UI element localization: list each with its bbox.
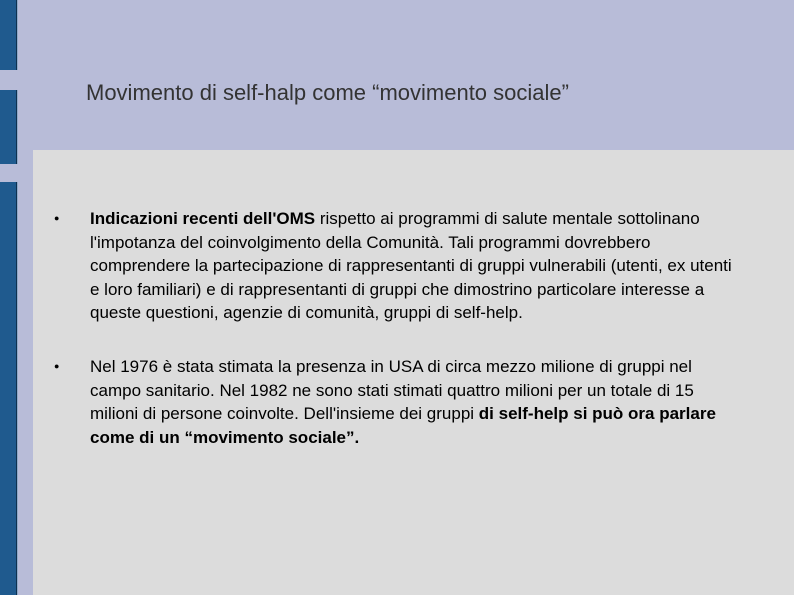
- list-item-bold-text: Indicazioni recenti dell'OMS: [90, 209, 316, 228]
- list-item-body-text: rispetto ai programmi di salute mentale sottolinano l'impotanza del coinvolgimento della Comunità. Tali programmi dovrebbero comprendere la partecipazione di rappresentanti di gruppi vulnerabili (utenti, ex utenti e loro familiari) e di rappresentanti di gruppi che dimostrino particolare interesse a queste questioni, agenzie di comunità, gruppi di self-help.: [90, 209, 732, 322]
- list-item-text: [90, 207, 740, 325]
- list-item-body-text: Nel 1976 è stata stimata la presenza in USA di circa mezzo milione di gruppi nel campo sanitario. Nel 1982 ne sono stati stimati quattro milioni per un totale di 15 milioni di persone coinvolte. Dell'insieme dei gruppi: [90, 357, 694, 423]
- bullet-icon: ●: [54, 213, 60, 223]
- bullet-icon: ●: [54, 361, 60, 371]
- slide-title: Movimento di self-halp come “movimento sociale”: [86, 80, 569, 105]
- decorative-bar-middle: [0, 90, 17, 164]
- decorative-bar-bottom: [0, 182, 17, 595]
- list-item-text: [90, 355, 740, 449]
- decorative-bar-top: [0, 0, 17, 70]
- list-item-bold-text: di self-help si può ora parlare come di un “movimento sociale”.: [90, 404, 716, 447]
